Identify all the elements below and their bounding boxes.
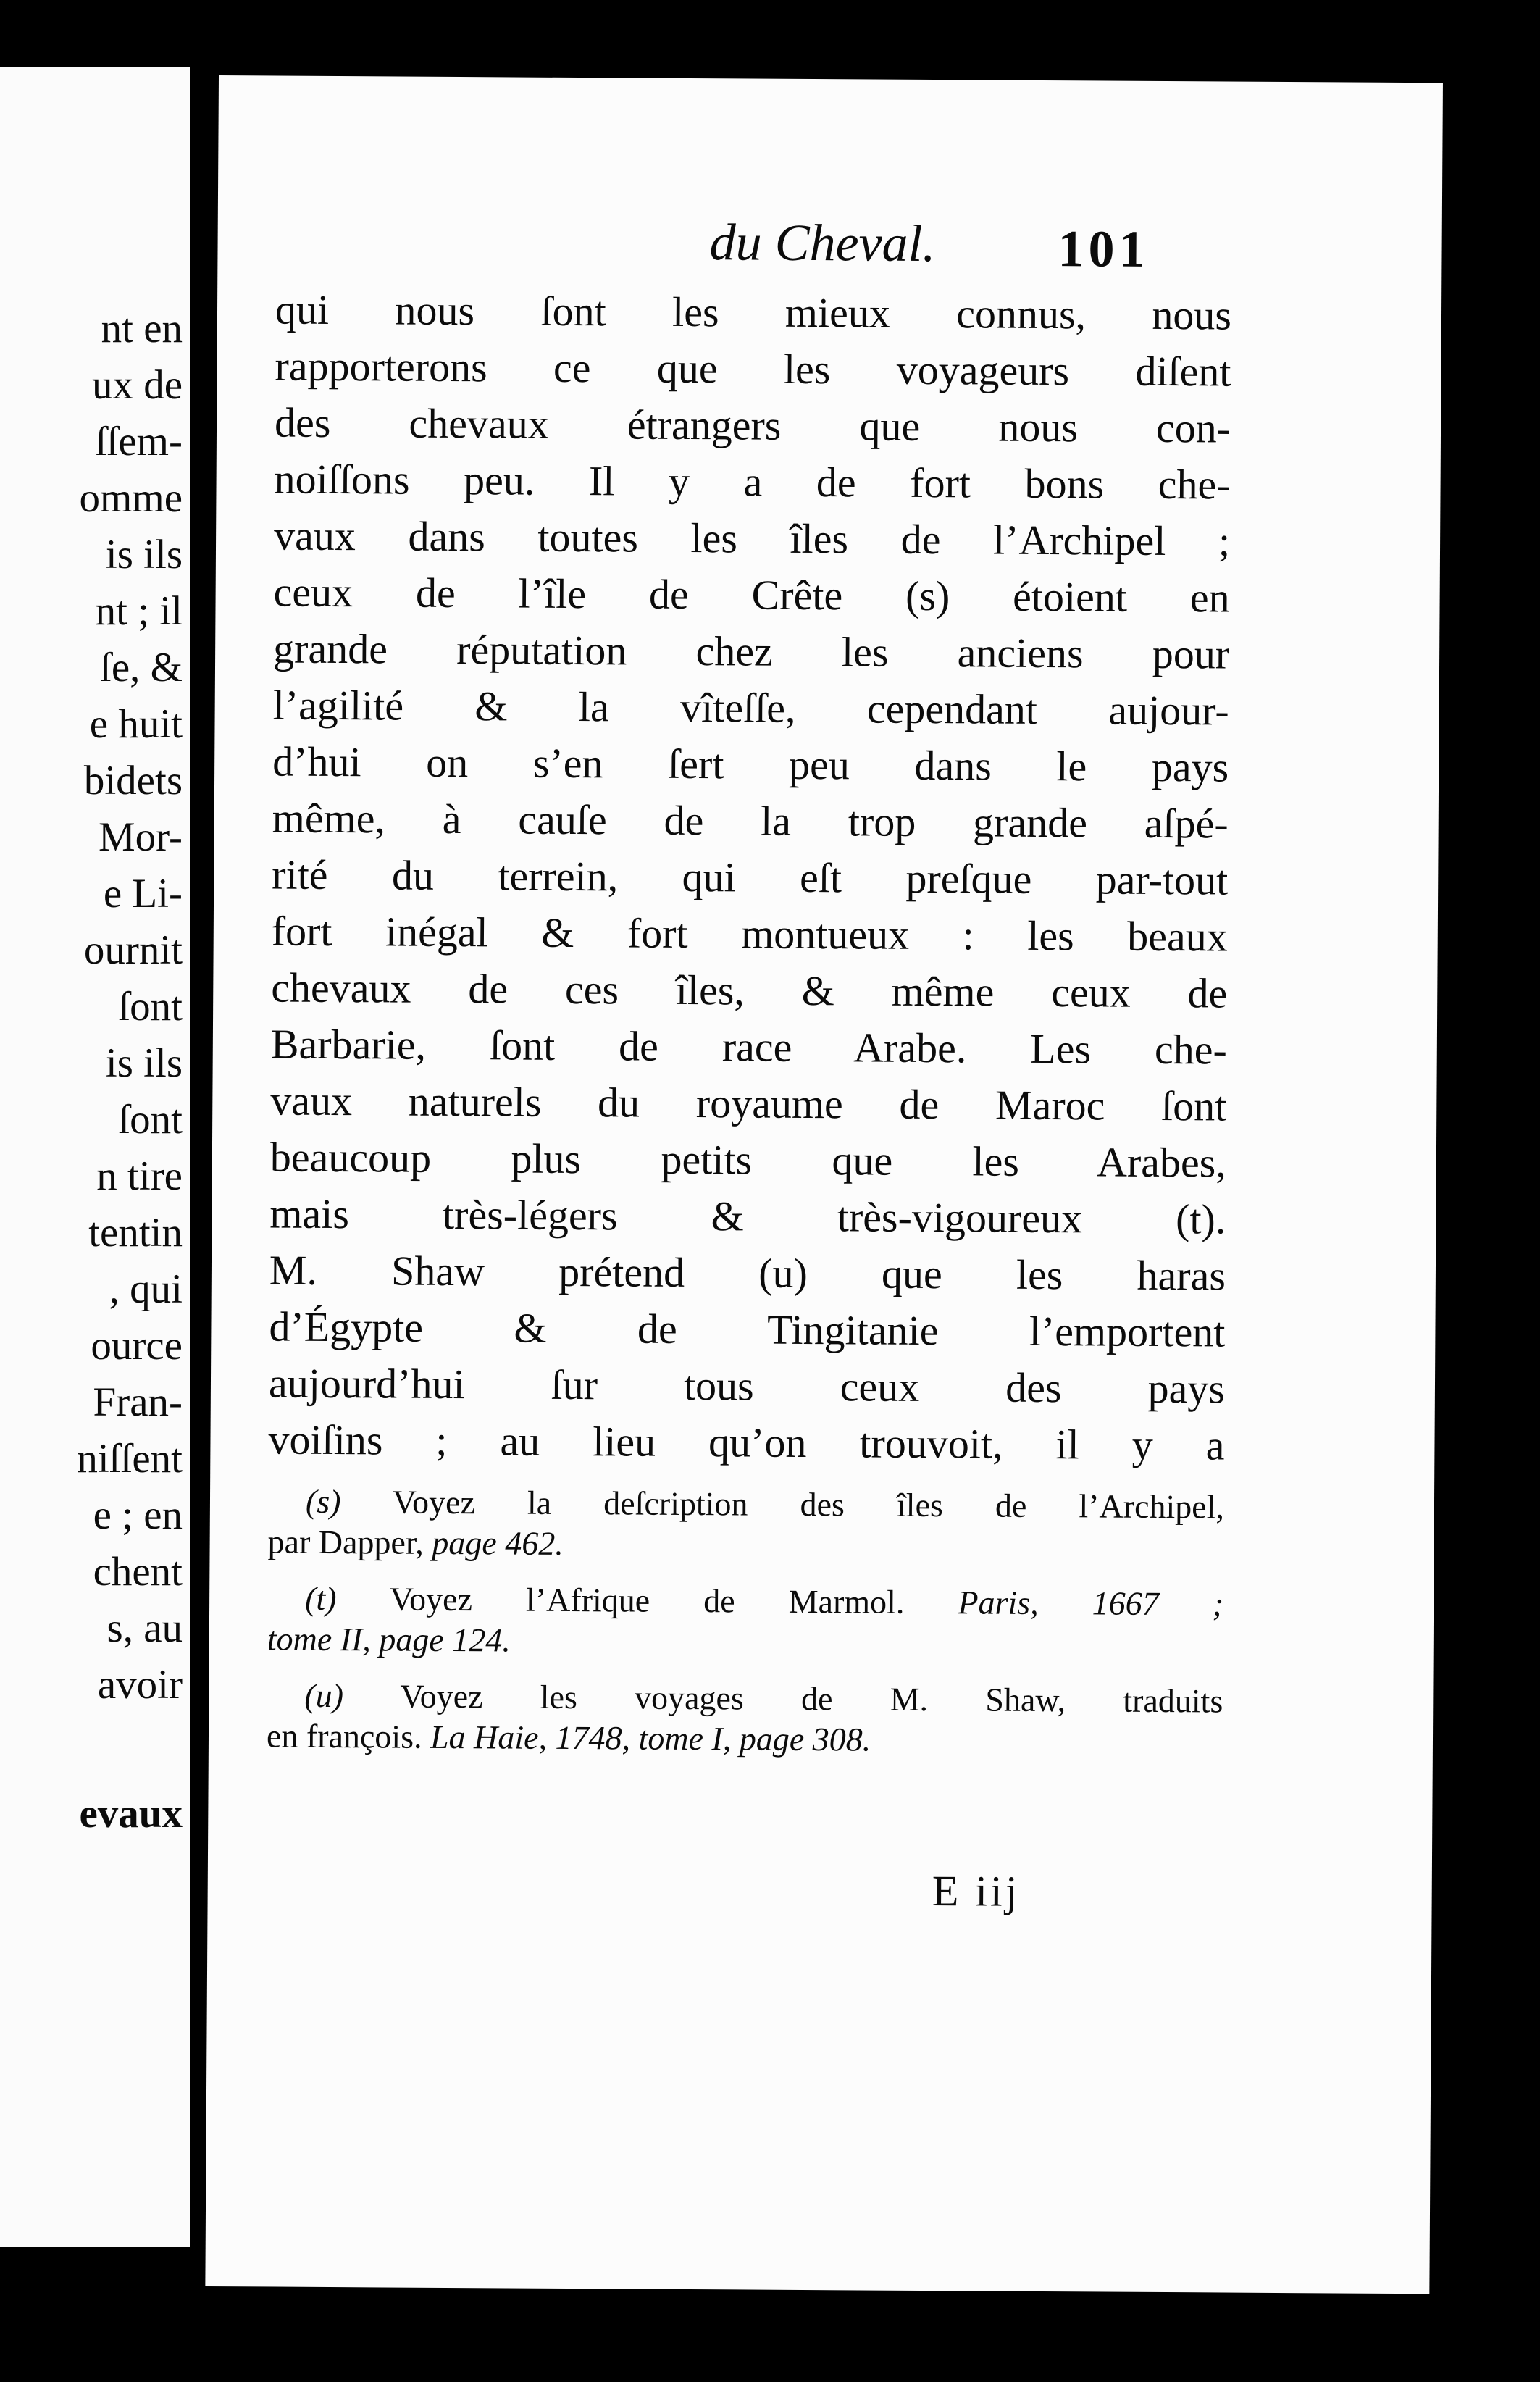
left-page-line: is ils — [105, 532, 183, 577]
body-line: d’hui on s’en ſert peu dans le pays — [272, 737, 1229, 791]
footnote-reference: La Haie, 1748, tome I, page 308. — [430, 1718, 871, 1758]
left-page-line: e ; en — [93, 1492, 183, 1538]
left-page-line: s, au — [106, 1605, 183, 1651]
left-page-line: e huit — [89, 701, 183, 747]
body-line: ceux de l’île de Crête (s) étoient en — [273, 568, 1230, 622]
left-page — [0, 67, 190, 2247]
left-page-line: ſe, & — [100, 645, 183, 690]
right-page — [205, 75, 1443, 2294]
footnote-line — [267, 1521, 1223, 1568]
left-page-line: nt en — [101, 306, 183, 351]
body-line: fort inégal & fort montueux : les beaux — [271, 907, 1228, 961]
body-line: l’agilité & la vîteſſe, cependant aujour- — [272, 681, 1229, 735]
footnote-t — [267, 1578, 1224, 1665]
footnotes — [267, 1481, 1224, 1762]
footnote-u — [267, 1675, 1223, 1762]
page-number: 101 — [1058, 220, 1150, 278]
body-line: noiſſons peu. Il y a de fort bons che- — [274, 455, 1231, 509]
left-page-catchword: evaux — [79, 1791, 183, 1836]
left-page-line: tentin — [88, 1210, 183, 1255]
footnote-text: en françois. — [266, 1717, 431, 1755]
body-line: vaux naturels du royaume de Maroc ſont — [270, 1077, 1227, 1130]
left-page-line: Fran- — [93, 1379, 183, 1425]
body-line: rapporterons ce que les voyageurs diſent — [275, 342, 1231, 396]
left-page-line: omme — [79, 475, 183, 521]
left-page-line: ux de — [91, 362, 183, 408]
footnote-line — [268, 1481, 1224, 1527]
footnote-text: Voyez la deſcription des îles de l’Archipel, — [392, 1483, 1225, 1526]
body-line: voiſins ; au lieu qu’on trouvoit, il y a — [268, 1416, 1225, 1469]
body-line: chevaux de ces îles, & même ceux de — [271, 964, 1228, 1017]
footnote-mark: (t) — [305, 1579, 337, 1618]
body-line: mais très-légers & très-vigoureux (t). — [269, 1190, 1226, 1243]
body-line: qui nous ſont les mieux connus, nous — [275, 285, 1232, 339]
left-page-line: n tire — [96, 1153, 183, 1199]
left-page-line: , qui — [109, 1266, 183, 1312]
footnote-text: par Dapper, — [267, 1523, 432, 1561]
footnote-text: Voyez les voyages de M. Shaw, traduits — [400, 1677, 1223, 1720]
footnote-line — [267, 1578, 1223, 1624]
left-page-line: ournit — [83, 927, 183, 973]
left-page-line: avoir — [97, 1662, 183, 1708]
body-line: aujourd’hui ſur tous ceux des pays — [268, 1359, 1226, 1413]
footnote-text: Voyez l’Afrique de Marmol. — [389, 1580, 958, 1621]
body-line: beaucoup plus petits que les Arabes, — [269, 1133, 1227, 1187]
footnote-reference: page 462. — [432, 1524, 564, 1562]
body-line: même, à cauſe de la trop grande aſpé- — [272, 794, 1229, 848]
body-line: rité du terrein, qui eſt preſque par-tout — [272, 851, 1229, 904]
footnote-mark: (s) — [305, 1482, 341, 1521]
footnote-line — [267, 1716, 1223, 1762]
footnote-reference: tome II, page 124. — [267, 1620, 511, 1659]
body-line: vaux dans toutes les îles de l’Archipel ; — [273, 511, 1231, 565]
footnote-reference: Paris, 1667 ; — [958, 1584, 1224, 1623]
footnote-line — [267, 1675, 1223, 1721]
body-text — [268, 281, 1231, 1474]
body-line: Barbarie, ſont de race Arabe. Les che- — [270, 1020, 1228, 1074]
running-head: du Cheval. — [709, 213, 936, 273]
left-page-line: ſſem- — [95, 419, 183, 464]
footnote-mark: (u) — [304, 1676, 344, 1715]
left-page-line: ſont — [118, 1097, 183, 1142]
footnote-line — [267, 1618, 1223, 1665]
body-line: des chevaux étrangers que nous con- — [274, 398, 1231, 452]
body-line: d’Égypte & de Tingitanie l’emportent — [269, 1303, 1226, 1356]
left-page-line: niſſent — [77, 1436, 183, 1482]
left-page-line: chent — [93, 1549, 183, 1595]
left-page-line: ſont — [118, 984, 183, 1029]
left-page-line: ource — [91, 1323, 183, 1368]
body-line: grande réputation chez les anciens pour — [272, 624, 1230, 678]
left-page-line: nt ; il — [95, 588, 183, 634]
footnote-s — [267, 1481, 1224, 1568]
left-page-line: e Li- — [103, 871, 183, 916]
body-line: M. Shaw prétend (u) que les haras — [269, 1246, 1226, 1300]
left-page-line: Mor- — [98, 814, 183, 860]
left-page-line: is ils — [105, 1040, 183, 1086]
left-page-line: bidets — [83, 758, 183, 803]
signature-mark: E iij — [932, 1867, 1021, 1915]
